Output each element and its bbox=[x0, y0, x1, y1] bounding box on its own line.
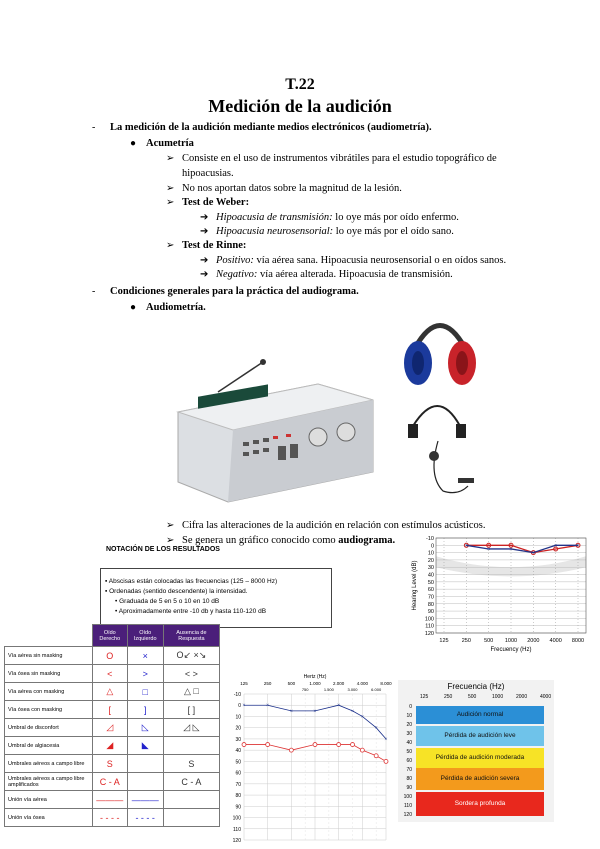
y-tick: 90 bbox=[427, 609, 434, 616]
y-tick: 10 bbox=[427, 550, 434, 557]
y-tick: 10 bbox=[235, 714, 241, 721]
y-tick: 60 bbox=[235, 770, 241, 777]
y-tick: 70 bbox=[235, 781, 241, 788]
degree-band: Sordera profunda bbox=[416, 792, 544, 816]
degrees-x-tick: 250 bbox=[444, 694, 453, 700]
point-x: × bbox=[336, 703, 341, 710]
degrees-x-tick: 2000 bbox=[516, 694, 528, 700]
point-x: × bbox=[384, 736, 388, 743]
y-tick: 50 bbox=[427, 579, 434, 586]
point-o bbox=[313, 743, 317, 747]
symbols-row bbox=[5, 647, 220, 665]
arrow-bullet-icon: ➢ bbox=[166, 153, 175, 164]
symbols-row bbox=[5, 737, 220, 755]
rinne-item-2: Negativo: vía aérea alterada. Hipoacusia de transmisión. bbox=[216, 269, 453, 280]
symbols-row bbox=[5, 791, 220, 809]
degrees-y-tick: 60 bbox=[406, 758, 412, 764]
x-tick-secondary: 3.000 bbox=[347, 687, 358, 692]
symbol-left: ] bbox=[127, 701, 163, 719]
notation-line-2: ▪ Ordenadas (sentido descendente) la intensidad. bbox=[105, 588, 248, 595]
hearing-loss-degrees bbox=[398, 680, 554, 822]
dash-bullet: - bbox=[92, 286, 96, 297]
symbol-no-response: △ □ bbox=[163, 683, 219, 701]
point-o bbox=[384, 759, 388, 763]
point-x: × bbox=[509, 546, 513, 553]
degrees-x-tick: 500 bbox=[468, 694, 477, 700]
series-line-O bbox=[466, 545, 578, 552]
acu-item-2: No nos aportan datos sobre la magnitud de la lesión. bbox=[182, 183, 402, 194]
circle-bullet-icon: ● bbox=[130, 302, 137, 313]
chart-title: Hertz (Hz) bbox=[303, 674, 327, 680]
rinne-label: Test de Rinne: bbox=[182, 240, 247, 251]
symbol-right: O bbox=[93, 647, 128, 665]
notation-title: NOTACIÓN DE LOS RESULTADOS bbox=[106, 546, 220, 553]
x-tick-secondary: 6.000 bbox=[371, 687, 382, 692]
point-x: × bbox=[265, 703, 270, 710]
degrees-x-tick: 4000 bbox=[540, 694, 552, 700]
symbol-no-response bbox=[163, 791, 219, 809]
symbol-label: Vía aérea con masking bbox=[5, 683, 93, 701]
point-x: × bbox=[531, 550, 536, 557]
arrow-bullet-icon: ➢ bbox=[166, 240, 175, 251]
x-tick: 4000 bbox=[549, 638, 562, 644]
point-x: × bbox=[350, 708, 355, 715]
weber-label: Test de Weber: bbox=[182, 197, 250, 208]
x-tick: 2000 bbox=[527, 638, 540, 644]
header-no-response: Ausencia de Respuesta bbox=[163, 625, 219, 647]
section1-heading: La medición de la audición mediante medios electrónicos (audiometría). bbox=[110, 122, 432, 133]
symbol-left: ——— bbox=[127, 791, 163, 809]
point-x: × bbox=[360, 714, 365, 721]
degree-band: Pérdida de audición leve bbox=[416, 726, 544, 746]
degrees-y-tick: 80 bbox=[406, 776, 412, 782]
acu-item-1: Consiste en el uso de instrumentos vibrátiles para el estudio topográfico de bbox=[182, 153, 497, 164]
degrees-y-ticks bbox=[398, 704, 414, 820]
arrow-right-icon: ➔ bbox=[200, 226, 209, 237]
point-x: × bbox=[313, 708, 317, 715]
x-tick: 8000 bbox=[571, 638, 585, 644]
symbol-label: Umbrales aéreos a campo libre bbox=[5, 755, 93, 773]
arrow-right-icon: ➔ bbox=[200, 269, 209, 280]
point-x: × bbox=[289, 708, 294, 715]
symbol-left bbox=[127, 773, 163, 791]
page-title: Medición de la audición bbox=[208, 96, 392, 116]
degrees-x-tick: 1000 bbox=[492, 694, 504, 700]
y-tick: 80 bbox=[235, 793, 241, 800]
notation-line-3: • Graduada de 5 en 5 o 10 en 10 dB bbox=[115, 598, 220, 605]
degrees-y-tick: 50 bbox=[406, 749, 412, 755]
symbols-row bbox=[5, 809, 220, 827]
dash-bullet: - bbox=[92, 122, 96, 133]
point-o bbox=[360, 748, 364, 752]
symbols-row bbox=[5, 773, 220, 791]
point-x: × bbox=[553, 543, 558, 550]
section2-heading: Condiciones generales para la práctica del audiograma. bbox=[110, 286, 359, 297]
symbol-no-response: ◿ ◺ bbox=[163, 719, 219, 737]
symbol-right: △ bbox=[93, 683, 128, 701]
arrow-bullet-icon: ➢ bbox=[166, 535, 175, 546]
doc-code: T.22 bbox=[285, 76, 315, 93]
degrees-y-tick: 120 bbox=[403, 812, 412, 818]
audio-item-2: Se genera un gráfico conocido como audiograma. bbox=[182, 535, 396, 546]
symbol-label: Vía aérea sin masking bbox=[5, 647, 93, 665]
degrees-title: Frecuencia (Hz) bbox=[447, 682, 505, 691]
degrees-y-tick: 30 bbox=[406, 731, 412, 737]
x-tick: 1.000 bbox=[309, 681, 321, 686]
symbol-no-response: [ ] bbox=[163, 701, 219, 719]
symbol-no-response: C - A bbox=[163, 773, 219, 791]
x-tick: 250 bbox=[263, 681, 272, 686]
degree-band: Audición normal bbox=[416, 706, 544, 724]
symbol-no-response: S bbox=[163, 755, 219, 773]
symbol-label: Umbral de disconfort bbox=[5, 719, 93, 737]
symbols-row bbox=[5, 683, 220, 701]
y-tick: 120 bbox=[424, 631, 434, 637]
symbol-right: - - - - bbox=[93, 809, 128, 827]
y-tick: 40 bbox=[235, 748, 241, 755]
x-tick: 500 bbox=[287, 681, 296, 686]
degrees-x-tick: 125 bbox=[420, 694, 429, 700]
audiogram-right bbox=[408, 530, 600, 653]
bone-conductor-image bbox=[398, 396, 478, 506]
x-tick: 250 bbox=[461, 638, 471, 644]
y-tick: 90 bbox=[235, 804, 241, 811]
audiogram-right-svg bbox=[408, 530, 600, 653]
symbols-row bbox=[5, 665, 220, 683]
arrow-bullet-icon: ➢ bbox=[166, 183, 175, 194]
y-tick: 60 bbox=[427, 587, 434, 594]
x-tick: 1000 bbox=[504, 638, 518, 644]
symbol-right: C - A bbox=[93, 773, 128, 791]
y-tick: 50 bbox=[235, 759, 241, 766]
x-tick: 2.000 bbox=[333, 681, 345, 686]
weber-item-2: Hipoacusia neurosensorial: lo oye más por el oído sano. bbox=[216, 226, 454, 237]
degrees-y-tick: 10 bbox=[406, 713, 412, 719]
symbol-label: Vía ósea con masking bbox=[5, 701, 93, 719]
symbol-label: Unión vía aérea bbox=[5, 791, 93, 809]
y-tick: 80 bbox=[427, 601, 434, 608]
x-tick: 125 bbox=[439, 638, 449, 644]
symbols-row bbox=[5, 719, 220, 737]
y-tick: 100 bbox=[232, 815, 241, 822]
point-x: × bbox=[374, 725, 378, 732]
degrees-y-tick: 90 bbox=[406, 785, 412, 791]
degrees-x-ticks bbox=[416, 694, 550, 702]
y-tick: -10 bbox=[233, 692, 241, 698]
symbol-label: Umbral de algiacesia bbox=[5, 737, 93, 755]
arrow-bullet-icon: ➢ bbox=[166, 197, 175, 208]
headphones-image bbox=[400, 308, 480, 393]
symbol-right: < bbox=[93, 665, 128, 683]
y-tick: 70 bbox=[427, 594, 434, 601]
degree-band: Pérdida de audición severa bbox=[416, 768, 544, 790]
symbol-left: > bbox=[127, 665, 163, 683]
symbol-no-response: O↙ ×↘ bbox=[163, 647, 219, 665]
symbol-label: Vía ósea sin masking bbox=[5, 665, 93, 683]
symbol-right: ——— bbox=[93, 791, 128, 809]
degrees-bands bbox=[416, 706, 544, 816]
point-x: × bbox=[242, 703, 246, 710]
y-tick: 20 bbox=[235, 725, 241, 732]
arrow-bullet-icon: ➢ bbox=[166, 520, 175, 531]
degrees-y-tick: 110 bbox=[404, 803, 412, 809]
y-tick: 110 bbox=[233, 826, 241, 833]
symbol-no-response: < > bbox=[163, 665, 219, 683]
y-axis-label: Hearing Level (dB) bbox=[412, 560, 418, 611]
point-o bbox=[374, 754, 378, 758]
symbols-header-row bbox=[5, 625, 220, 647]
point-o bbox=[242, 743, 246, 747]
symbol-right: ◿ bbox=[93, 719, 128, 737]
symbols-row bbox=[5, 755, 220, 773]
y-tick: 0 bbox=[238, 703, 241, 710]
symbol-right: ◢ bbox=[93, 737, 128, 755]
header-right-ear: Oído Derecho bbox=[93, 625, 128, 647]
point-o bbox=[337, 743, 341, 747]
header-left-ear: Oído Izquierdo bbox=[127, 625, 163, 647]
y-tick: 20 bbox=[427, 557, 434, 564]
point-x: × bbox=[464, 543, 469, 550]
symbol-label: Umbrales aéreos a campo libre amplificados bbox=[5, 773, 93, 791]
audiometer-image bbox=[168, 352, 380, 507]
point-x: × bbox=[486, 546, 491, 553]
y-tick: -10 bbox=[426, 536, 434, 542]
x-tick: 125 bbox=[240, 681, 248, 686]
notation-box bbox=[100, 568, 332, 628]
circle-bullet-icon: ● bbox=[130, 138, 137, 149]
x-axis-label: Frecuency (Hz) bbox=[490, 647, 532, 653]
notation-line-4: • Aproximadamente entre -10 db y hasta 110-120 dB bbox=[115, 608, 267, 615]
acumetria-label: Acumetría bbox=[146, 138, 194, 149]
degrees-y-tick: 100 bbox=[403, 794, 412, 800]
degrees-y-tick: 0 bbox=[409, 704, 412, 710]
degrees-y-tick: 20 bbox=[406, 722, 412, 728]
x-tick-secondary: 750 bbox=[301, 687, 309, 692]
symbol-left: × bbox=[127, 647, 163, 665]
symbol-label: Unión vía ósea bbox=[5, 809, 93, 827]
degrees-y-tick: 70 bbox=[406, 767, 412, 773]
point-o bbox=[289, 748, 293, 752]
symbol-left: - - - - bbox=[127, 809, 163, 827]
degrees-y-tick: 40 bbox=[406, 740, 412, 746]
audio-item-1: Cifra las alteraciones de la audición en relación con estímulos acústicos. bbox=[182, 520, 486, 531]
symbol-right: S bbox=[93, 755, 128, 773]
point-o bbox=[266, 743, 270, 747]
audiogram-middle bbox=[226, 672, 390, 844]
notation-line-1: ▪ Abscisas están colocadas las frecuencias (125 – 8000 Hz) bbox=[105, 578, 278, 585]
point-o bbox=[351, 743, 355, 747]
symbol-left: □ bbox=[127, 683, 163, 701]
x-tick: 500 bbox=[484, 638, 494, 644]
symbol-left bbox=[127, 755, 163, 773]
weber-item-1: Hipoacusia de transmisión: lo oye más por oído enfermo. bbox=[216, 212, 459, 223]
degree-band: Pérdida de audición moderada bbox=[416, 748, 544, 768]
symbol-no-response bbox=[163, 737, 219, 755]
arrow-right-icon: ➔ bbox=[200, 255, 209, 266]
y-tick: 100 bbox=[424, 616, 434, 623]
arrow-right-icon: ➔ bbox=[200, 212, 209, 223]
y-tick: 0 bbox=[430, 543, 434, 550]
symbol-left: ◣ bbox=[127, 737, 163, 755]
rinne-item-1: Positivo: vía aérea sana. Hipoacusia neurosensorial o en oídos sanos. bbox=[216, 255, 507, 266]
symbols-table bbox=[4, 624, 220, 827]
y-tick: 110 bbox=[425, 623, 434, 630]
x-tick: 4.000 bbox=[356, 681, 368, 686]
x-tick-secondary: 1.500 bbox=[323, 687, 334, 692]
audiometria-label: Audiometría. bbox=[146, 302, 206, 313]
x-tick: 8.000 bbox=[380, 681, 392, 686]
symbol-no-response bbox=[163, 809, 219, 827]
acu-item-1b: hipoacusias. bbox=[182, 168, 234, 179]
point-x: × bbox=[576, 543, 580, 550]
audiogram-middle-svg bbox=[226, 672, 390, 844]
y-tick: 40 bbox=[427, 572, 434, 579]
y-tick: 30 bbox=[235, 736, 241, 743]
y-tick: 30 bbox=[427, 565, 434, 572]
y-tick: 120 bbox=[232, 838, 241, 844]
symbols-row bbox=[5, 701, 220, 719]
symbol-right: [ bbox=[93, 701, 128, 719]
symbol-left: ◺ bbox=[127, 719, 163, 737]
